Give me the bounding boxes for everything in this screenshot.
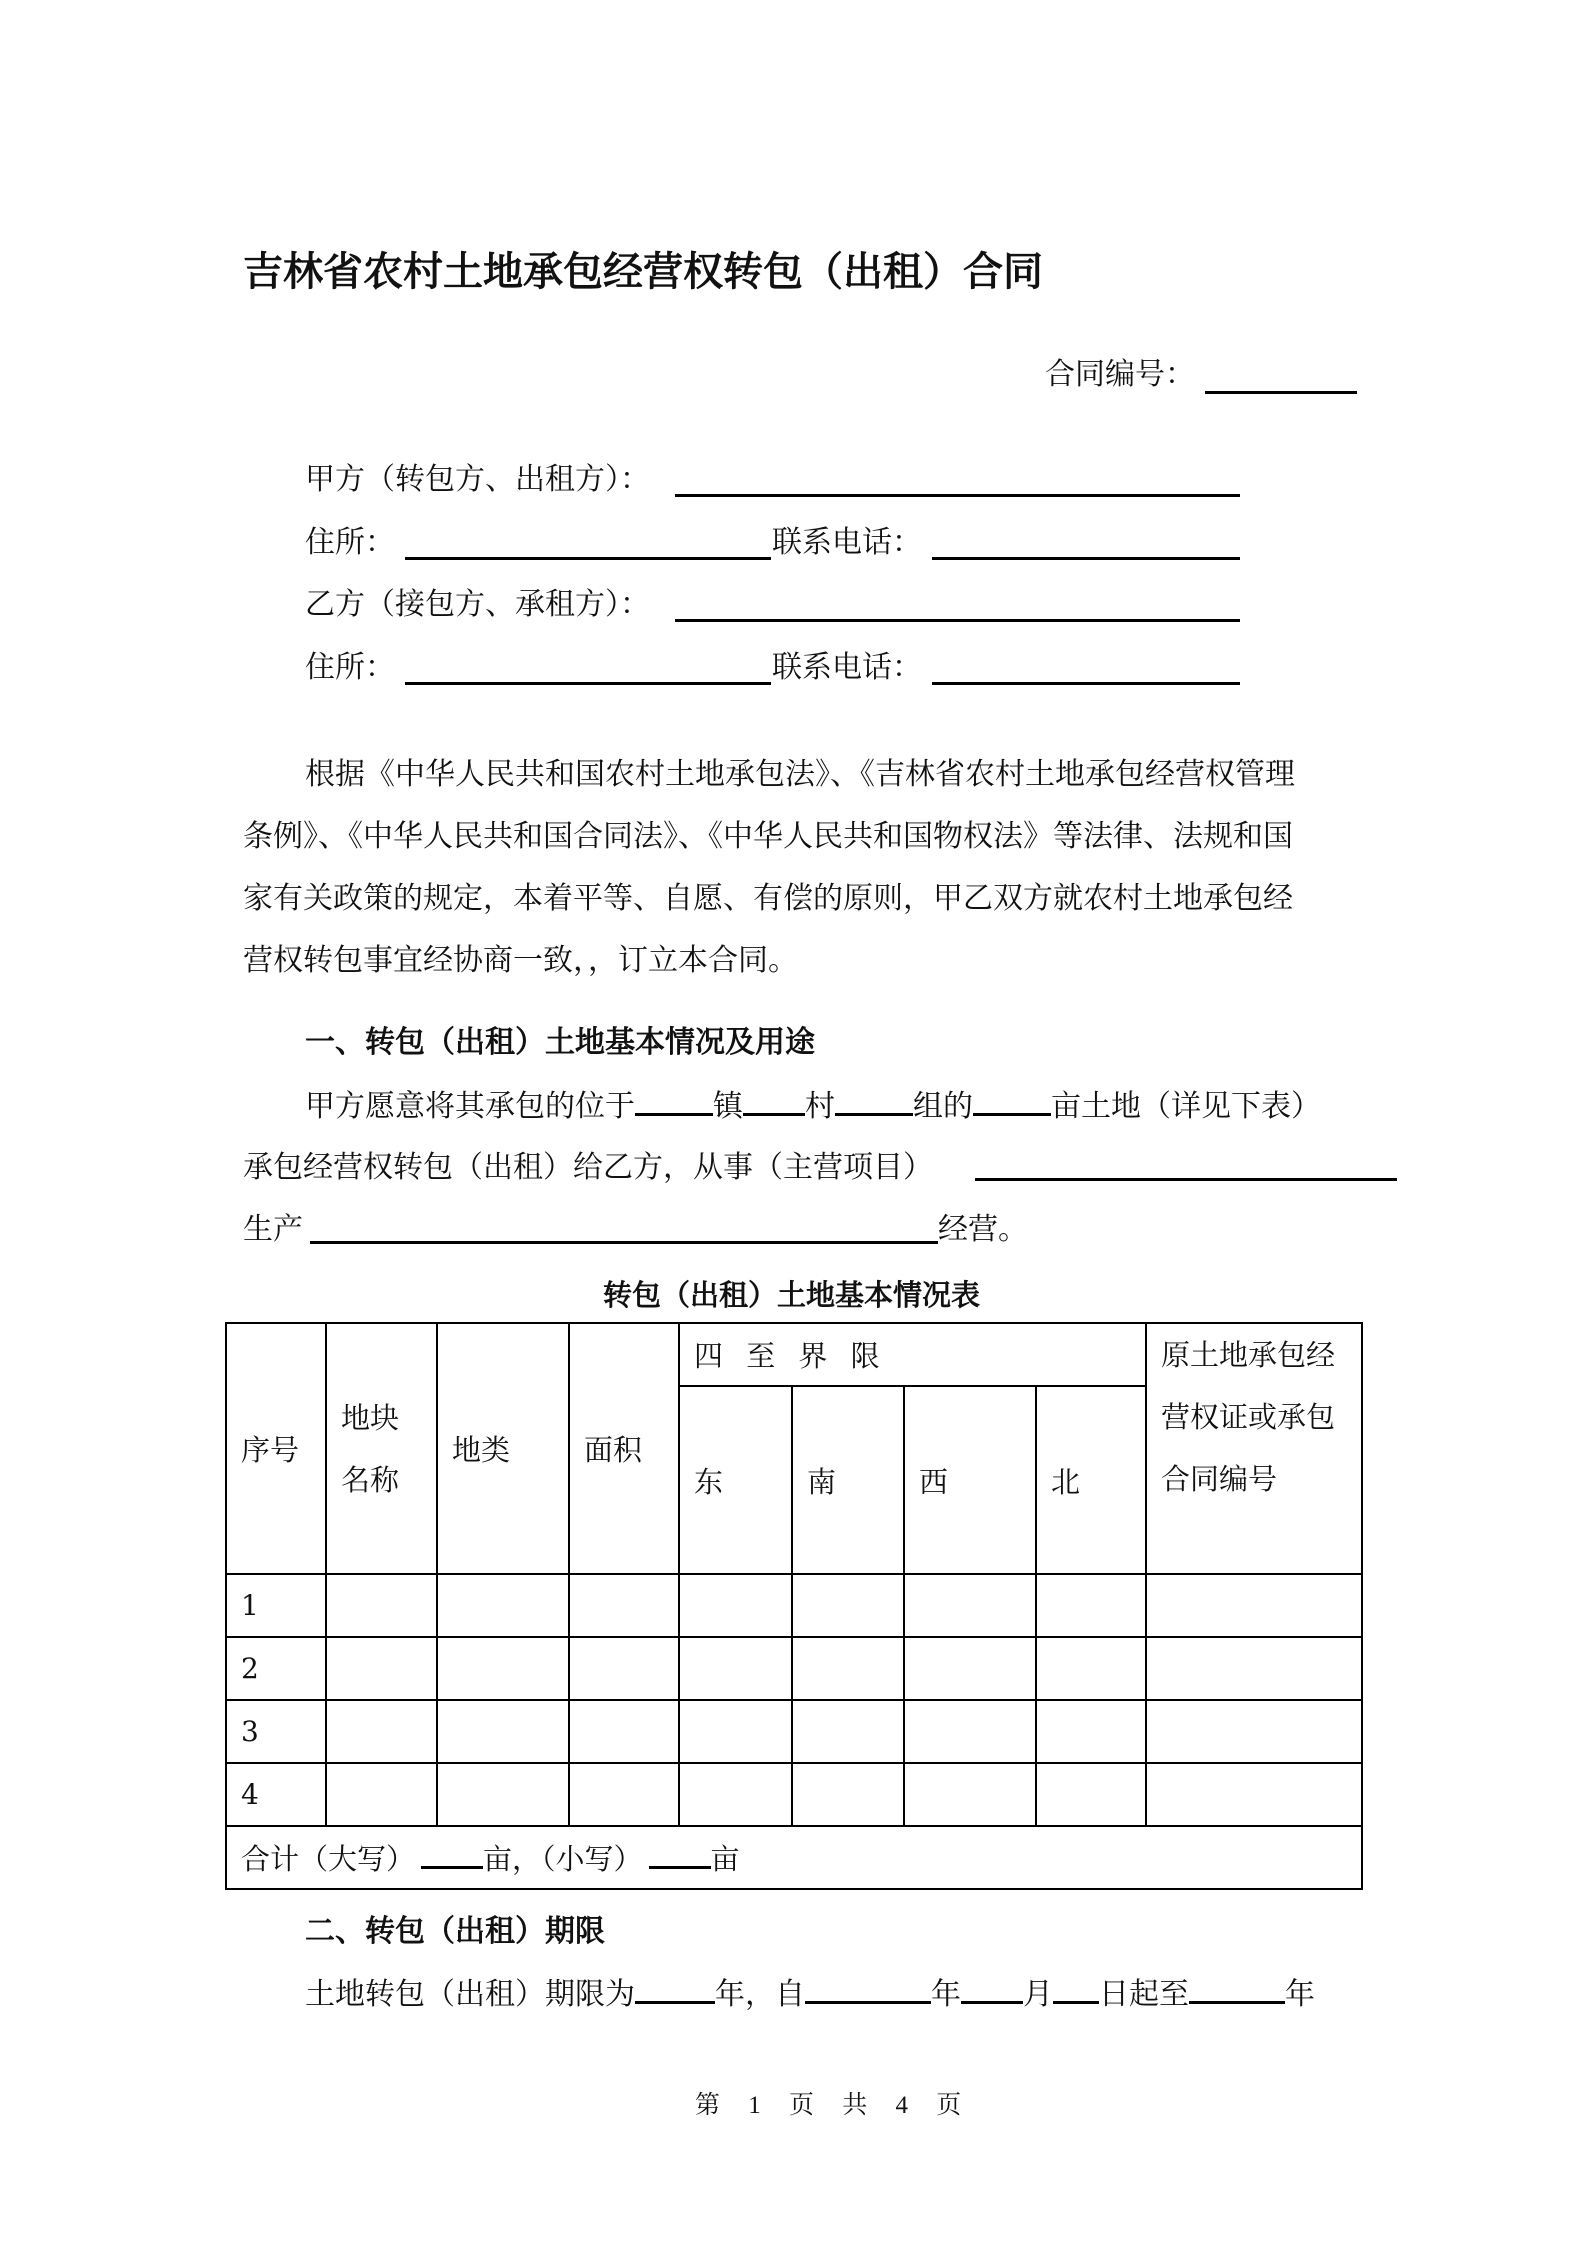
table-cell[interactable] [792,1574,904,1637]
total-lowercase-field[interactable] [649,1840,711,1869]
preamble-line: 家有关政策的规定，本着平等、自愿、有偿的原则，甲乙双方就农村土地承包经 [243,881,1293,916]
table-cell[interactable] [569,1763,679,1826]
text-segment: 月 [1023,1977,1053,2012]
table-row [226,1574,1362,1637]
table-total-row [226,1826,1362,1889]
village-field[interactable] [743,1085,805,1116]
table-cell[interactable] [1146,1574,1362,1637]
land-info-table [225,1322,1363,1890]
main-project-field[interactable] [975,1178,1397,1181]
table-cell[interactable] [792,1763,904,1826]
table-cell[interactable] [1036,1700,1146,1763]
table-cell[interactable] [1146,1763,1362,1826]
section-2-line [305,1973,1315,2015]
table-caption: 转包（出租）土地基本情况表 [603,1278,981,1312]
table-cell[interactable] [1036,1574,1146,1637]
party-b-address-label: 住所： [305,650,395,685]
row-seq: 3 [226,1700,326,1763]
table-cell[interactable] [792,1637,904,1700]
term-years-field[interactable] [635,1973,715,2004]
production-field[interactable] [310,1241,938,1244]
header-south: 南 [792,1386,904,1574]
start-year-field[interactable] [805,1973,931,2004]
table-cell[interactable] [904,1637,1036,1700]
table-cell[interactable] [904,1763,1036,1826]
party-b-address-field[interactable] [405,682,771,685]
table-cell[interactable] [1036,1763,1146,1826]
text-segment: 土地转包（出租）期限为 [305,1977,635,2012]
text-segment: 组的 [913,1089,973,1124]
row-seq: 2 [226,1637,326,1700]
table-cell[interactable] [437,1700,569,1763]
preamble-line: 营权转包事宜经协商一致，，订立本合同。 [243,943,798,978]
header-plot-name: 地块名称 [326,1323,437,1574]
section-1-line-1 [305,1085,1321,1127]
party-b-label: 乙方（接包方、承租方）： [305,587,650,622]
header-east: 东 [679,1386,792,1574]
table-cell[interactable] [904,1700,1036,1763]
table-row [226,1763,1362,1826]
party-b-phone-label: 联系电话： [772,650,922,685]
group-field[interactable] [835,1085,913,1116]
town-field[interactable] [635,1085,713,1116]
contract-number-label: 合同编号： [1045,357,1195,392]
table-cell[interactable] [437,1637,569,1700]
text-segment: 年 [931,1977,961,2012]
contract-number-field[interactable] [1205,391,1357,394]
text-segment: 年，自 [715,1977,805,2012]
table-cell[interactable] [1146,1700,1362,1763]
preamble-line: 根据《中华人民共和国农村土地承包法》、《吉林省农村土地承包经营权管理 [305,757,1295,792]
table-cell[interactable] [679,1574,792,1637]
total-uppercase-field[interactable] [421,1840,483,1869]
text-segment: 甲方愿意将其承包的位于 [305,1089,635,1124]
start-month-field[interactable] [961,1973,1023,2004]
table-cell[interactable] [437,1763,569,1826]
header-area: 面积 [569,1323,679,1574]
header-north: 北 [1036,1386,1146,1574]
table-cell[interactable] [679,1763,792,1826]
section-1-line-2: 承包经营权转包（出租）给乙方，从事（主营项目） [243,1150,933,1185]
header-land-type: 地类 [437,1323,569,1574]
table-cell[interactable] [437,1574,569,1637]
table-row [226,1700,1362,1763]
header-boundaries: 四 至 界 限 [679,1323,1146,1386]
table-cell[interactable] [326,1637,437,1700]
header-seq: 序号 [226,1323,326,1574]
end-year-field[interactable] [1189,1973,1285,2004]
header-west: 西 [904,1386,1036,1574]
party-a-label: 甲方（转包方、出租方）： [305,462,650,497]
text-segment: 村 [805,1089,835,1124]
section-1-line-3-label: 生产 [243,1212,303,1247]
party-b-field[interactable] [675,619,1240,622]
total-label-lowercase: 亩，（小写） [483,1842,643,1876]
party-a-address-label: 住所： [305,525,395,560]
party-a-field[interactable] [675,494,1240,497]
row-seq: 1 [226,1574,326,1637]
table-cell[interactable] [1146,1637,1362,1700]
text-segment: 镇 [713,1089,743,1124]
party-a-phone-label: 联系电话： [772,525,922,560]
total-label-uppercase: 合计（大写） [241,1842,416,1876]
total-cell [226,1826,1362,1889]
section-2-heading: 二、转包（出租）期限 [305,1914,605,1949]
table-cell[interactable] [569,1700,679,1763]
table-cell[interactable] [569,1574,679,1637]
table-cell[interactable] [326,1763,437,1826]
start-day-field[interactable] [1053,1973,1099,2004]
page-footer: 第 1 页 共 4 页 [695,2092,968,2119]
text-segment: 年 [1285,1977,1315,2012]
preamble-line: 条例》、《中华人民共和国合同法》、《中华人民共和国物权法》等法律、法规和国 [243,819,1293,854]
text-segment: 日起至 [1099,1977,1189,2012]
document-title: 吉林省农村土地承包经营权转包（出租）合同 [243,249,1043,295]
section-1-heading: 一、转包（出租）土地基本情况及用途 [305,1025,815,1060]
party-a-address-field[interactable] [405,557,771,560]
party-b-phone-field[interactable] [932,682,1240,685]
table-cell[interactable] [326,1700,437,1763]
header-certificate: 原土地承包经营权证或承包合同编号 [1146,1323,1362,1574]
table-cell[interactable] [679,1637,792,1700]
table-row [226,1637,1362,1700]
table-cell[interactable] [1036,1637,1146,1700]
section-1-line-3-suffix: 经营。 [938,1212,1028,1247]
table-cell[interactable] [569,1637,679,1700]
total-unit: 亩 [710,1842,740,1876]
table-cell[interactable] [679,1700,792,1763]
acreage-field[interactable] [973,1085,1051,1116]
text-segment: 亩土地（详见下表） [1051,1089,1321,1124]
row-seq: 4 [226,1763,326,1826]
table-cell[interactable] [326,1574,437,1637]
table-cell[interactable] [792,1700,904,1763]
party-a-phone-field[interactable] [932,557,1240,560]
table-cell[interactable] [904,1574,1036,1637]
